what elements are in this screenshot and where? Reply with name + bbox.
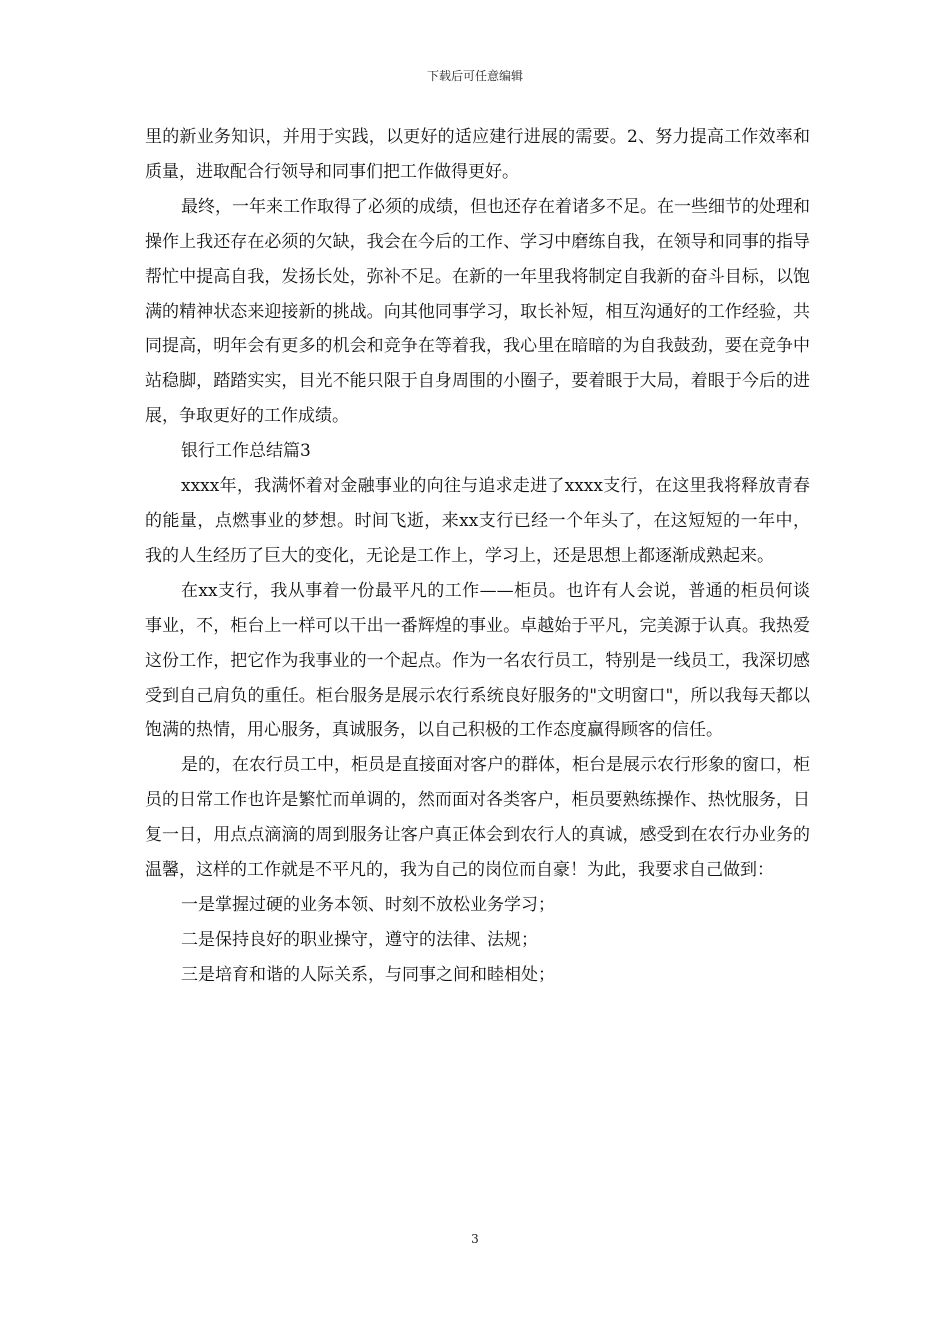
page-number: 3 — [471, 1232, 479, 1246]
paragraph: xxxx年，我满怀着对金融事业的向往与追求走进了xxxx支行，在这里我将释放青春的能量，点燃事业的梦想。时间飞逝，来xx支行已经一个年头了，在这短短的一年中，我的人生经历了巨大的变化，无论是工作上，学习上，还是思想上都逐渐成熟起来。 — [145, 476, 810, 566]
page-header: 下载后可任意编辑 — [426, 69, 523, 83]
paragraph: 在xx支行，我从事着一份最平凡的工作——柜员。也许有人会说，普通的柜员何谈事业，不，柜台上一样可以干出一番辉煌的事业。卓越始于平凡，完美源于认真。我热爱这份工作，把它作为我事业的一个起点。作为一名农行员工，特别是一线员工，我深切感受到自己肩负的重任。柜台服务是展示农行系统良好服务的"文明窗口"，所以我每天都以饱满的热情，用心服务，真诚服务，以自己积极的工作态度赢得顾客的信任。 — [145, 580, 810, 741]
list-item: 二是保持良好的职业操守，遵守的法律、法规； — [181, 929, 538, 950]
section-heading: 银行工作总结篇3 — [181, 441, 311, 462]
list-item: 三是培育和谐的人际关系，与同事之间和睦相处； — [181, 964, 555, 985]
list-item: 一是掌握过硬的业务本领、时刻不放松业务学习； — [181, 894, 555, 915]
document-body — [145, 120, 810, 993]
paragraph: 最终，一年来工作取得了必须的成绩，但也还存在着诸多不足。在一些细节的处理和操作上我还存在必须的欠缺，我会在今后的工作、学习中磨练自我，在领导和同事的指导帮忙中提高自我，发扬长处，弥补不足。在新的一年里我将制定自我新的奋斗目标，以饱满的精神状态来迎接新的挑战。向其他同事学习，取长补短，相互沟通好的工作经验，共同提高，明年会有更多的机会和竞争在等着我，我心里在暗暗的为自我鼓劲，要在竞争中站稳脚，踏踏实实，目光不能只限于自身周围的小圈子，要着眼于大局，着眼于今后的进展，争取更好的工作成绩。 — [145, 196, 810, 427]
paragraph-continuation: 里的新业务知识，并用于实践，以更好的适应建行进展的需要。2、努力提高工作效率和质量，进取配合行领导和同事们把工作做得更好。 — [145, 127, 810, 182]
paragraph: 是的，在农行员工中，柜员是直接面对客户的群体，柜台是展示农行形象的窗口，柜员的日常工作也许是繁忙而单调的，然而面对各类客户，柜员要熟练操作、热忱服务，日复一日，用点点滴滴的周到服务让客户真正体会到农行人的真诚，感受到在农行办业务的温馨，这样的工作就是不平凡的，我为自己的岗位而自豪！为此，我要求自己做到： — [145, 755, 810, 881]
